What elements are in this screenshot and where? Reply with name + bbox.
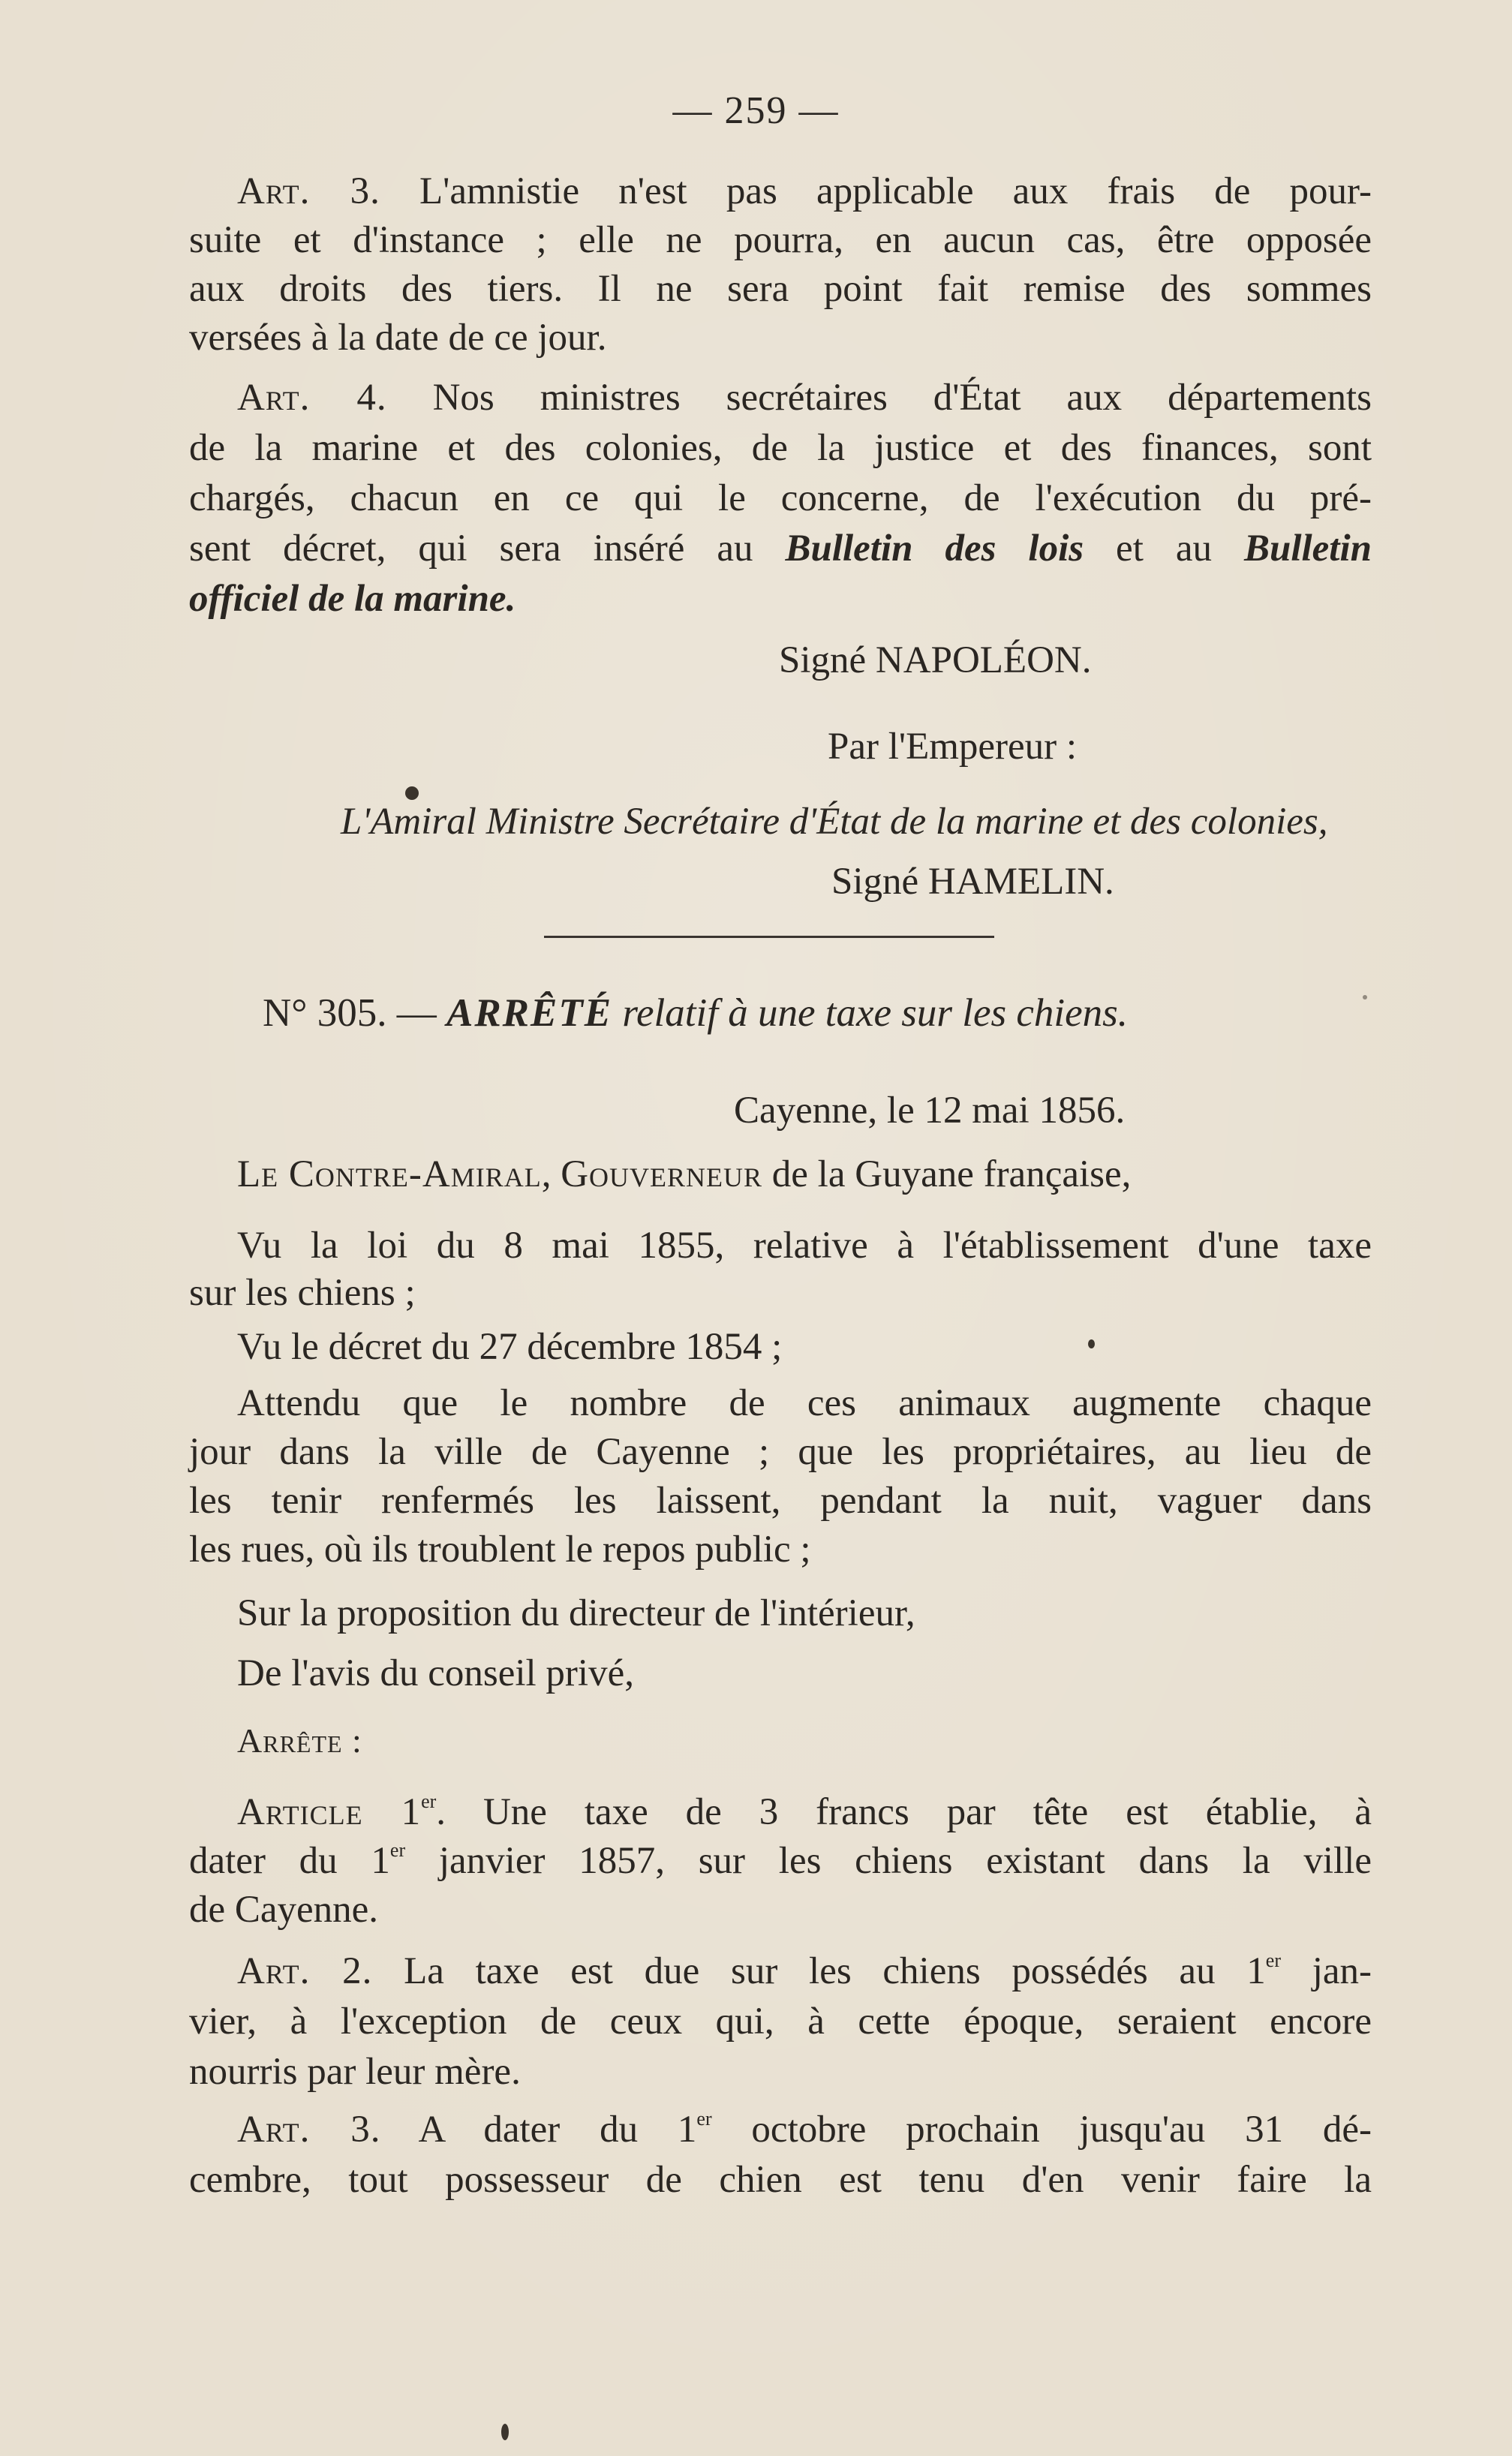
text-line: Art. 4. Nos ministres secrétaires d'État aux départements [237, 377, 1372, 419]
text-line: Art. 3. L'amnistie n'est pas applicable aux frais de pour- [237, 170, 1372, 212]
text-line: sent décret, qui sera inséré au Bulletin des lois et au Bulletin [189, 528, 1372, 570]
text-line: cembre, tout possesseur de chien est tenu d'en venir faire la [189, 2159, 1372, 2201]
arrete-number: N° 305. [263, 991, 387, 1035]
article-label: Art. 4. [237, 377, 387, 419]
scan-speck [501, 2424, 509, 2440]
article-label: Art. 3. [237, 170, 380, 212]
text-line: sur les chiens ; [189, 1272, 416, 1314]
text-line: Art. 2. La taxe est due sur les chiens possédés au 1er jan- [237, 1949, 1372, 1992]
text-line: nourris par leur mère. [189, 2051, 521, 2093]
text-line: les rues, où ils troublent le repos public ; [189, 1529, 811, 1571]
text-line: de la marine et des colonies, de la justice et des finances, sont [189, 427, 1372, 469]
scan-speck [405, 786, 419, 800]
arrete-word: Arrête : [237, 1721, 362, 1760]
issuer-line: Le Contre-Amiral, Gouverneur de la Guyane française, [237, 1153, 1132, 1195]
place-date: Cayenne, le 12 mai 1856. [734, 1090, 1126, 1132]
text-line: dater du 1er janvier 1857, sur les chiens existant dans la ville [189, 1839, 1372, 1882]
minister-title: L'Amiral Ministre Secrétaire d'État de la marine et des colonies, [341, 801, 1328, 843]
text-line: chargés, chacun en ce qui le concerne, de l'exécution du pré- [189, 477, 1372, 519]
text-line: De l'avis du conseil privé, [237, 1652, 634, 1694]
section-divider [544, 936, 994, 938]
text-line: de Cayenne. [189, 1889, 379, 1931]
text-line: Vu le décret du 27 décembre 1854 ; [237, 1326, 783, 1368]
arrete-title: relatif à une taxe sur les chiens. [612, 991, 1129, 1035]
text-line: Sur la proposition du directeur de l'intérieur, [237, 1592, 915, 1634]
text-line: suite et d'instance ; elle ne pourra, en aucun cas, être opposée [189, 219, 1372, 261]
text-line: Vu la loi du 8 mai 1855, relative à l'établissement d'une taxe [237, 1225, 1372, 1267]
text-line: jour dans la ville de Cayenne ; que les propriétaires, au lieu de [189, 1431, 1372, 1473]
text-line: Article 1er. Une taxe de 3 francs par tête est établie, à [237, 1790, 1372, 1833]
page-number: — 259 — [672, 89, 840, 132]
text-line: Attendu que le nombre de ces animaux augmente chaque [237, 1382, 1372, 1424]
text-line: officiel de la marine. [189, 578, 516, 620]
arrete-heading: N° 305. — ARRÊTÉ relatif à une taxe sur les chiens. [263, 991, 1129, 1035]
arrete-title-caps: ARRÊTÉ [446, 991, 613, 1035]
scan-speck [1088, 1339, 1095, 1348]
signature-napoleon: Signé NAPOLÉON. [779, 639, 1092, 681]
signature-hamelin: Signé HAMELIN. [831, 861, 1114, 903]
par-empereur: Par l'Empereur : [828, 726, 1078, 768]
text-line: Art. 3. A dater du 1er octobre prochain jusqu'au 31 dé- [237, 2108, 1372, 2151]
text-line: versées à la date de ce jour. [189, 317, 607, 359]
text-line: les tenir renfermés les laissent, pendant la nuit, vaguer dans [189, 1480, 1372, 1522]
text-line: aux droits des tiers. Il ne sera point fait remise des sommes [189, 268, 1372, 310]
text-line: vier, à l'exception de ceux qui, à cette époque, seraient encore [189, 2001, 1372, 2043]
scan-speck [1363, 995, 1367, 1000]
